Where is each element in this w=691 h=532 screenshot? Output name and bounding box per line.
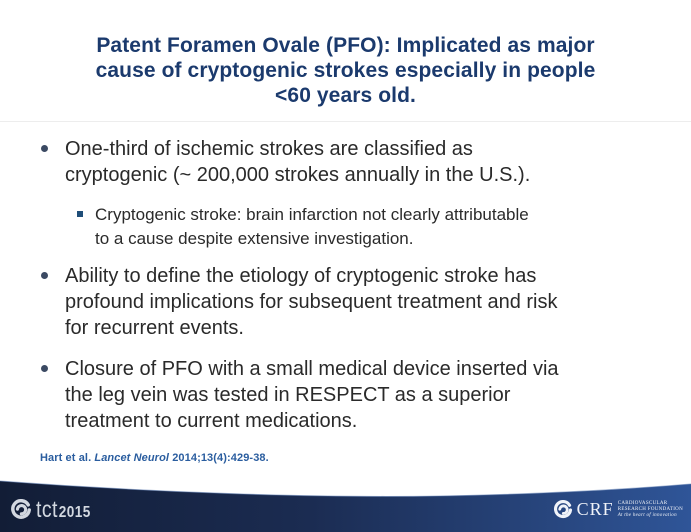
crf-tagline: At the heart of innovation <box>617 512 677 518</box>
bullet-line: Closure of PFO with a small medical device inserted via <box>65 358 559 380</box>
bullet-dot-icon <box>41 272 48 279</box>
citation-reference: 2014;13(4):429-38. <box>169 452 269 464</box>
slide-body <box>0 136 683 449</box>
crf-logo <box>553 499 683 520</box>
footer-bar <box>0 474 691 532</box>
bullet-dot-icon <box>41 145 48 152</box>
slide-title-line: Patent Foramen Ovale (PFO): Implicated as major <box>96 34 595 57</box>
slide-title-line: cause of cryptogenic strokes especially in people <box>95 59 596 82</box>
bullet-line: Cryptogenic stroke: brain infarction not clearly attributable <box>95 205 529 224</box>
g-swirl-icon <box>553 500 573 520</box>
crf-acronym: CRF <box>576 499 614 519</box>
bullet-line: profound implications for subsequent treatment and risk <box>65 291 558 313</box>
bullet-line: Ability to define the etiology of cryptogenic stroke has <box>65 265 537 287</box>
citation <box>40 452 269 464</box>
citation-authors: Hart et al. <box>40 452 95 464</box>
g-swirl-icon <box>10 499 32 521</box>
bullet-line: cryptogenic (~ 200,000 strokes annually in the U.S.). <box>65 164 531 186</box>
bullet-line: the leg vein was tested in RESPECT as a superior <box>65 384 511 406</box>
tct-logo-text: tct <box>36 496 58 522</box>
crf-line-1: CARDIOVASCULAR <box>617 500 668 506</box>
tct2015-logo <box>10 496 100 523</box>
bullet-square-icon <box>77 211 83 217</box>
title-divider <box>0 121 691 122</box>
bullet-item <box>0 136 683 188</box>
bullet-line: for recurrent events. <box>65 317 244 339</box>
crf-text-block <box>618 501 683 519</box>
bullet-dot-icon <box>41 365 48 372</box>
bullet-line: One-third of ischemic strokes are classified as <box>65 138 473 160</box>
tct-wordmark <box>36 496 91 523</box>
tct-logo-year: 2015 <box>58 504 91 521</box>
slide-title-line: <60 years old. <box>275 84 416 107</box>
slide-title <box>30 33 661 108</box>
bullet-item <box>0 263 683 341</box>
citation-journal: Lancet Neurol <box>94 452 170 464</box>
bullet-item <box>0 356 683 434</box>
bullet-line: treatment to current medications. <box>65 410 358 432</box>
crf-line-2: RESEARCH FOUNDATION <box>617 506 683 512</box>
sub-bullet-item <box>0 203 683 251</box>
bullet-line: to a cause despite extensive investigation. <box>95 229 414 248</box>
